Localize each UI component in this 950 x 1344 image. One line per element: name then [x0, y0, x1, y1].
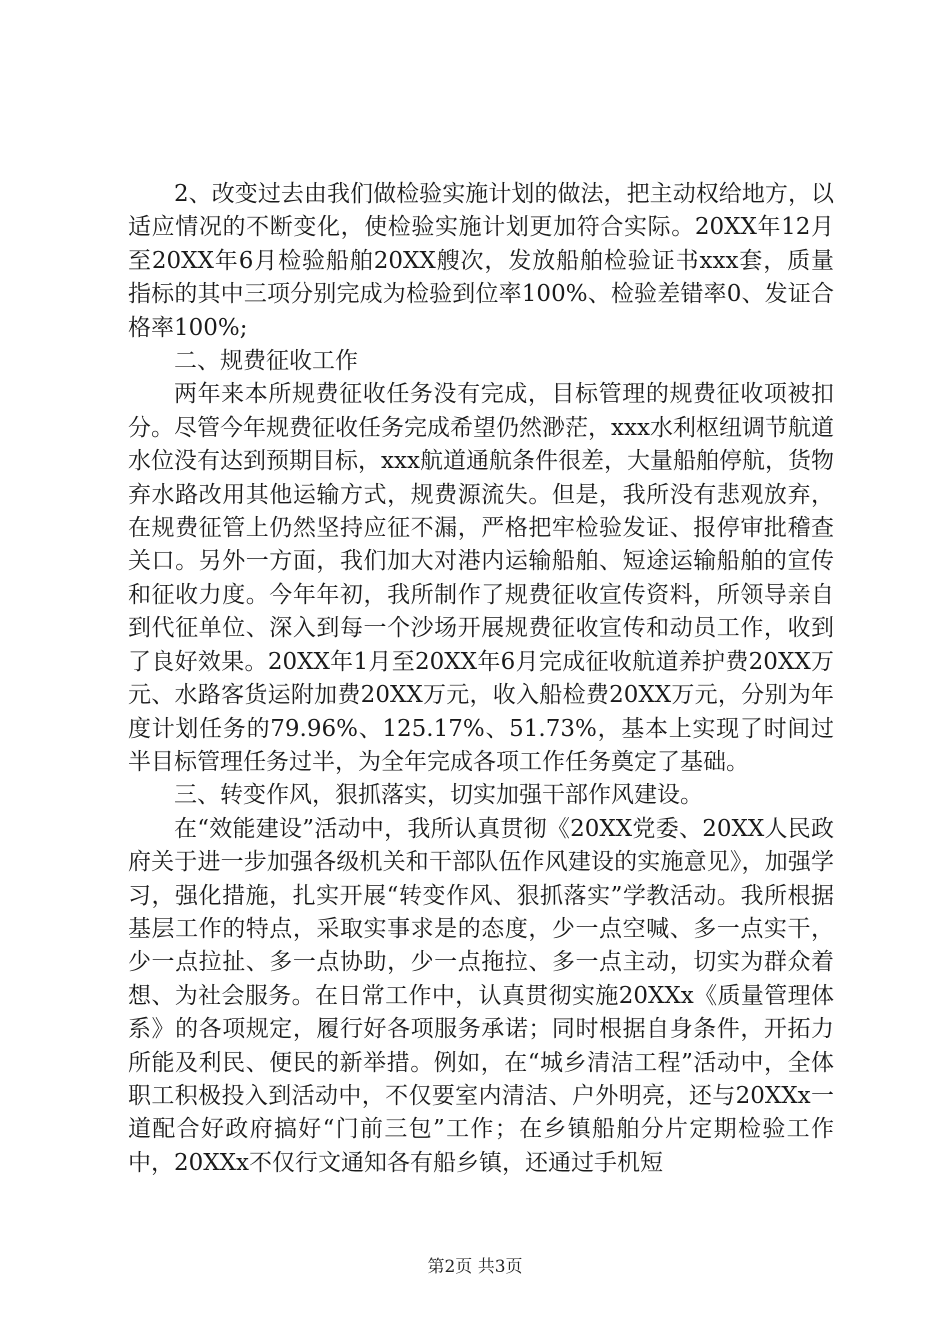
paragraph-work-style: 在“效能建设”活动中，我所认真贯彻《20XX党委、20XX人民政府关于进一步加强各级机关和干部队伍作风建设的实施意见》，加强学习，强化措施，扎实开展“转变作风、狠抓落实”学教活动。我所根据基层工作的特点，采取实事求是的态度，少一点空喊、多一点实干，少一点拉扯、多一点协助，少一点拖拉、多一点主动，切实为群众着想、为社会服务。在日常工作中，认真贯彻实施20XXx《质量管理体系》的各项规定，履行好各项服务承诺；同时根据自身条件，开拓力所能及利民、便民的新举措。例如，在“城乡清洁工程”活动中，全体职工积极投入到活动中，不仅要室内清洁、户外明亮，还与20XXx一道配合好政府搞好“门前三包”工作；在乡镇船舶分片定期检验工作中，20XXx不仅行文通知各有船乡镇，还通过手机短	[128, 815, 834, 1176]
document-body	[128, 178, 834, 1180]
heading-fee-collection: 二、规费征收工作	[174, 348, 358, 375]
paragraph-inspection-plan: 2、改变过去由我们做检验实施计划的做法，把主动权给地方，以适应情况的不断变化，使检验实施计划更加符合实际。20XX年12月至20XX年6月检验船舶20XX艘次，发放船舶检验证书xxx套，质量指标的其中三项分别完成为检验到位率100%、检验差错率0、发证合格率100%;	[128, 181, 834, 341]
page-footer: 第2页 共3页	[427, 1257, 523, 1277]
heading-work-style: 三、转变作风，狠抓落实，切实加强干部作风建设。	[174, 782, 703, 809]
paragraph-fee-collection: 两年来本所规费征收任务没有完成，目标管理的规费征收项被扣分。尽管今年规费征收任务完成希望仍然渺茫，xxx水利枢纽调节航道水位没有达到预期目标，xxx航道通航条件很差，大量船舶停航，货物弃水路改用其他运输方式，规费源流失。但是，我所没有悲观放弃，在规费征管上仍然坚持应征不漏，严格把牢检验发证、报停审批稽查关口。另外一方面，我们加大对港内运输船舶、短途运输船舶的宣传和征收力度。今年年初，我所制作了规费征收宣传资料，所领导亲自到代征单位、深入到每一个沙场开展规费征收宣传和动员工作，收到了良好效果。20XX年1月至20XX年6月完成征收航道养护费20XX万元、水路客货运附加费20XX万元，收入船检费20XX万元，分别为年度计划任务的79.96%、125.17%、51.73%，基本上实现了时间过半目标管理任务过半，为全年完成各项工作任务奠定了基础。	[128, 381, 834, 775]
